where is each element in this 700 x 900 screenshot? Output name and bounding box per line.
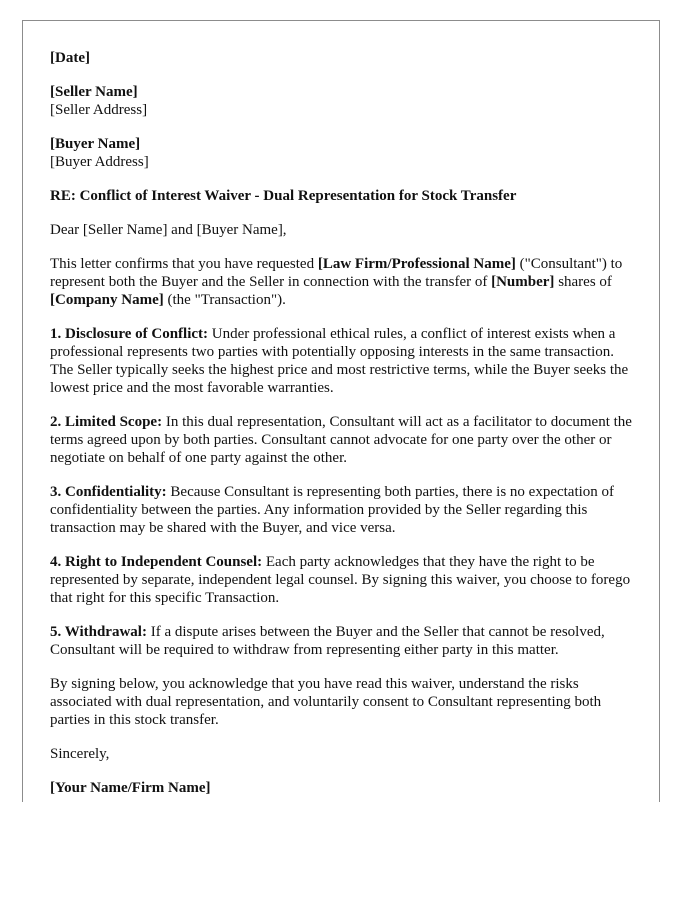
section-limited-scope <box>50 413 638 467</box>
signature-placeholder: [Your Name/Firm Name] <box>50 780 211 796</box>
seller-address: [Seller Address] <box>50 102 148 118</box>
seller-name: [Seller Name] <box>50 84 138 100</box>
date-block <box>50 49 638 67</box>
section-heading: 4. Right to Independent Counsel: <box>50 554 263 570</box>
section-text: In this dual representation, Consultant will act as a facilitator to document the terms agreed upon by both parties. Consultant cannot advocate for one party over the other or negotiate on behalf of one party against the other. <box>50 414 632 466</box>
section-heading: 2. Limited Scope: <box>50 414 163 430</box>
intro-text-4: (the "Transaction"). <box>163 292 286 308</box>
section-heading: 5. Withdrawal: <box>50 624 147 640</box>
intro-text-1: This letter confirms that you have requested <box>50 256 318 272</box>
section-text: Because Consultant is representing both parties, there is no expectation of confidentiality between the parties. Any information provided by the Seller regarding this transaction may be shared with the Buyer, and vice versa. <box>50 484 615 536</box>
intro-paragraph <box>50 255 638 309</box>
section-confidentiality <box>50 483 638 537</box>
number-placeholder: [Number] <box>491 274 555 290</box>
section-withdrawal <box>50 623 638 659</box>
law-firm-placeholder: [Law Firm/Professional Name] <box>317 256 516 272</box>
intro-text-2: ("Consultant") to represent both the Buyer and the Seller in connection with the transfer of <box>50 256 623 290</box>
letter-body <box>50 49 638 802</box>
buyer-block <box>50 135 638 171</box>
buyer-address: [Buyer Address] <box>50 154 149 170</box>
seller-block <box>50 83 638 119</box>
subject-line: RE: Conflict of Interest Waiver - Dual Representation for Stock Transfer <box>50 188 517 204</box>
salutation: Dear [Seller Name] and [Buyer Name], <box>50 222 287 238</box>
section-disclosure <box>50 325 638 397</box>
sign-off: Sincerely, <box>50 746 110 762</box>
section-text: Each party acknowledges that they have the right to be represented by separate, independent legal counsel. By signing this waiver, you choose to forego that right for this specific Transaction. <box>50 554 631 606</box>
section-heading: 1. Disclosure of Conflict: <box>50 326 209 342</box>
section-heading: 3. Confidentiality: <box>50 484 167 500</box>
intro-text-3: shares of <box>554 274 612 290</box>
section-independent-counsel <box>50 553 638 607</box>
closing-paragraph: By signing below, you acknowledge that you have read this waiver, understand the risks associated with dual representation, and voluntarily consent to Consultant representing both parties in this stock transfer. <box>50 676 602 728</box>
letter-page <box>22 20 660 802</box>
section-text: Under professional ethical rules, a conflict of interest exists when a professional represents two parties with potentially opposing interests in the same transaction. The Seller typically seeks the highest price and most restrictive terms, while the Buyer seeks the lowest price and the most favorable warranties. <box>50 326 629 396</box>
buyer-name: [Buyer Name] <box>50 136 141 152</box>
company-placeholder: [Company Name] <box>50 292 164 308</box>
date-placeholder: [Date] <box>50 50 90 66</box>
section-text: If a dispute arises between the Buyer and the Seller that cannot be resolved, Consultant will be required to withdraw from representing either party in this matter. <box>50 624 605 658</box>
